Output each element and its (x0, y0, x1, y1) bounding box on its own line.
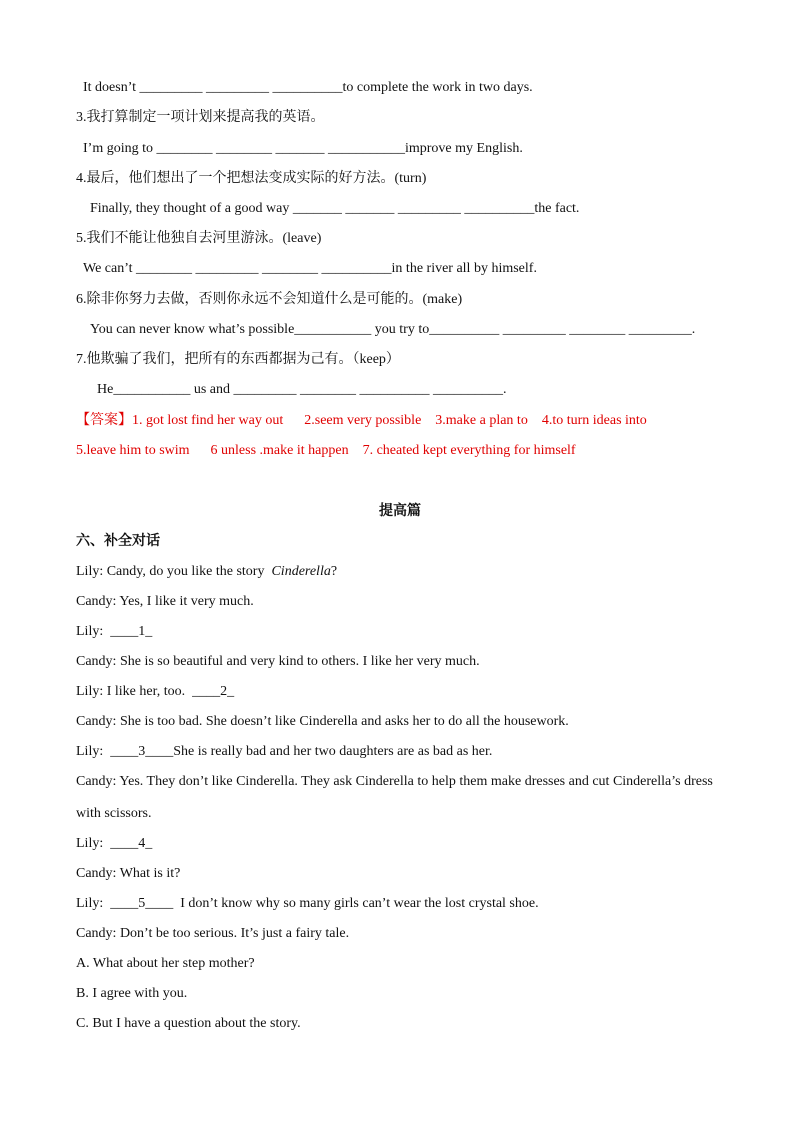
dialogue-text: Lily: I like her, too. (76, 684, 193, 699)
answer-line-1 (76, 412, 647, 430)
dialogue-line-11 (76, 895, 539, 913)
dialogue-line-7 (76, 743, 492, 761)
exercise6-heading: 六、补全对话 (76, 534, 160, 549)
speaker-label: Lily: (76, 744, 111, 759)
dialogue-text: I don’t know why so many girls can’t wear the lost crystal shoe. (173, 896, 539, 911)
dialogue-line-8b: with scissors. (76, 806, 152, 821)
speaker-label: Lily: (76, 624, 111, 639)
speaker-label: Lily: (76, 896, 111, 911)
answer-text-1: 1. got lost find her way out 2.seem very possible 3.make a plan to 4.to turn ideas into (132, 413, 647, 428)
q5-chinese: 5.我们不能让他独自去河里游泳。(leave) (76, 231, 322, 246)
q5-english: We can’t ________ _________ ________ __________in the river all by himself. (83, 261, 537, 276)
dialogue-line-3 (76, 623, 152, 641)
q6-english: You can never know what’s possible___________ you try to__________ _________ ________ _________. (90, 322, 696, 337)
q6-chinese: 6.除非你努力去做，否则你永远不会知道什么是可能的。(make) (76, 292, 463, 307)
answer-label: 【答案】 (76, 413, 132, 428)
story-title: Cinderella (271, 564, 331, 579)
q7-chinese: 7.他欺骗了我们，把所有的东西都据为己有。（keep） (76, 352, 400, 367)
dialogue-line-9 (76, 835, 152, 853)
dialogue-text: ? (330, 564, 338, 579)
blank-5: ____5____ (110, 896, 174, 911)
q3-english: I’m going to ________ ________ _______ ___________improve my English. (83, 141, 523, 156)
dialogue-text: Lily: Candy, do you like the story (76, 564, 272, 579)
dialogue-line-6: Candy: She is too bad. She doesn’t like Cinderella and asks her to do all the housework. (76, 714, 569, 729)
dialogue-line-4: Candy: She is so beautiful and very kind to others. I like her very much. (76, 654, 480, 669)
dialogue-line-10: Candy: What is it? (76, 866, 181, 881)
option-c: C. But I have a question about the story. (76, 1016, 301, 1031)
dialogue-line-5 (76, 683, 234, 701)
blank-1: ____1_ (110, 624, 153, 639)
option-b: B. I agree with you. (76, 986, 188, 1001)
option-a: A. What about her step mother? (76, 956, 255, 971)
q2-english: It doesn’t _________ _________ __________to complete the work in two days. (83, 80, 533, 95)
answer-line-2: 5.leave him to swim 6 unless .make it happen 7. cheated kept everything for himself (76, 443, 576, 458)
dialogue-line-8a: Candy: Yes. They don’t like Cinderella. They ask Cinderella to help them make dresses and cut Cinderella’s dress (76, 774, 713, 789)
q3-chinese: 3.我打算制定一项计划来提高我的英语。 (76, 110, 325, 125)
q4-chinese: 4.最后，他们想出了一个把想法变成实际的好方法。(turn) (76, 171, 427, 186)
dialogue-text: She is really bad and her two daughters are as bad as her. (173, 744, 493, 759)
dialogue-line-2: Candy: Yes, I like it very much. (76, 594, 254, 609)
dialogue-line-12: Candy: Don’t be too serious. It’s just a fairy tale. (76, 926, 350, 941)
blank-3: ____3____ (110, 744, 174, 759)
dialogue-line-1 (76, 563, 337, 581)
blank-4: ____4_ (110, 836, 153, 851)
q4-english: Finally, they thought of a good way _______ _______ _________ __________the fact. (90, 201, 580, 216)
blank-2: ____2_ (192, 684, 235, 699)
section-title: 提高篇 (379, 504, 421, 519)
q7-english: He___________ us and _________ ________ __________ __________. (97, 382, 507, 397)
speaker-label: Lily: (76, 836, 111, 851)
